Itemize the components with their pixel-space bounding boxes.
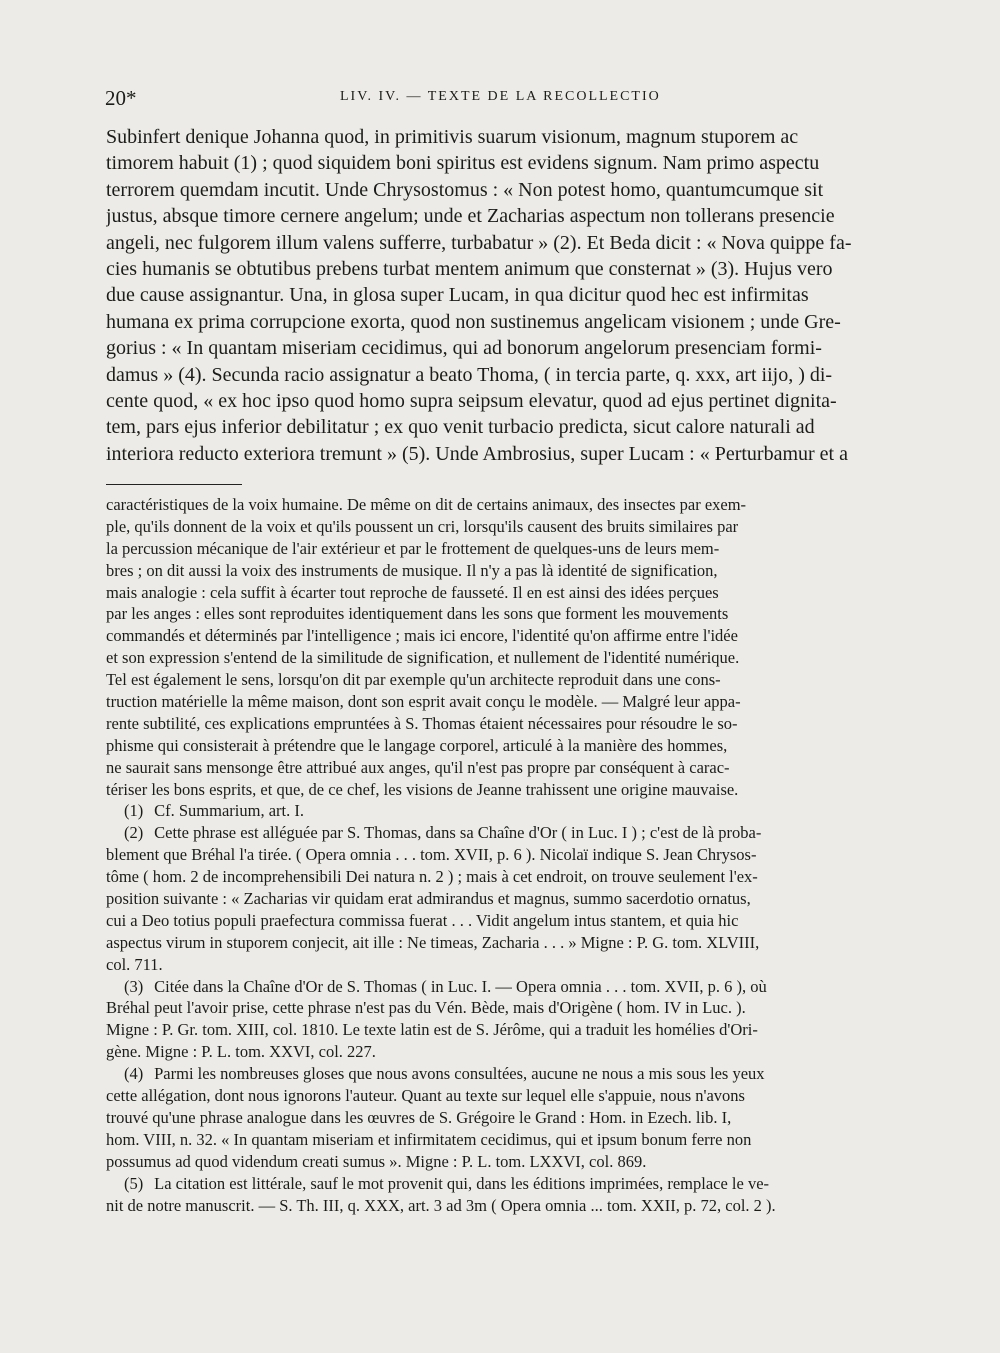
main-text-line: cies humanis se obtutibus prebens turbat mentem animum que consternat » (3). Hujus vero [106, 257, 833, 280]
footnote-line: cui a Deo totius populi praefectura commissa fuerat . . . Vidit angelum intus stantem, et quia hic [106, 910, 739, 930]
footnote-line: Migne : P. Gr. tom. XIII, col. 1810. Le texte latin est de S. Jérôme, qui a traduit les homélies d'Ori- [106, 1020, 758, 1040]
main-text-line: cente quod, « ex hoc ipso quod homo supra seipsum elevatur, quod ad ejus pertinet dignita- [106, 389, 837, 412]
main-text-line: terrorem quemdam incutit. Unde Chrysostomus : « Non potest homo, quantumcumque sit [106, 178, 824, 201]
footnote-number: (4) [124, 1064, 144, 1084]
footnote-line: Citée dans la Chaîne d'Or de S. Thomas ( in Luc. I. — Opera omnia . . . tom. XVII, p. 6 ), où [154, 976, 767, 996]
footnote-line: blement que Bréhal l'a tirée. ( Opera omnia . . . tom. XVII, p. 6 ). Nicolaï indique S. Jean Chrysos- [106, 845, 757, 865]
footnotes [106, 494, 936, 1216]
footnote-number: (3) [124, 976, 144, 996]
footnote-line: aspectus virum in stuporem conjecit, ait ille : Ne timeas, Zacharia . . . » Migne : P. G. tom. XLVIII, [106, 932, 760, 952]
footnote-line: cette allégation, dont nous ignorons l'auteur. Quant au texte sur lequel elle s'appuie, nous n'avons [106, 1086, 745, 1106]
footnote-line: la percussion mécanique de l'air extérieur et par le frottement de quelques-uns de leurs mem- [106, 538, 720, 558]
main-text-line: tem, pars ejus inferior debilitatur ; ex quo venit turbacio predicta, sicut calore naturali ad [106, 416, 815, 439]
footnote-line: mais analogie : cela suffit à écarter tout reproche de fausseté. Il en est ainsi des idées perçues [106, 582, 719, 602]
main-text-line: interiora reducto exteriora tremunt » (5). Unde Ambrosius, super Lucam : « Perturbamur et a [106, 442, 848, 465]
footnote-number: (1) [124, 801, 144, 821]
footnote-line: trouvé qu'une phrase analogue dans les œuvres de S. Grégoire le Grand : Hom. in Ezech. lib. I, [106, 1107, 732, 1127]
footnote-line: La citation est littérale, sauf le mot provenit qui, dans les éditions imprimées, remplace le ve- [154, 1173, 770, 1193]
page-header [0, 86, 1000, 116]
main-text-line: timorem habuit (1) ; quod siquidem boni spiritus est evidens signum. Nam primo aspectu [106, 152, 820, 175]
footnote-line: ple, qu'ils donnent de la voix et qu'ils poussent un cri, lorsqu'ils causent des bruits similaires par [106, 516, 739, 536]
footnote-line: col. 711. [106, 954, 163, 974]
footnote-line: gène. Migne : P. L. tom. XXVI, col. 227. [106, 1042, 376, 1062]
footnote-line: Parmi les nombreuses gloses que nous avons consultées, aucune ne nous a mis sous les yeux [154, 1064, 765, 1084]
footnote-line: position suivante : « Zacharias vir quidam erat admirandus et magnus, summo sacerdotio ornatus, [106, 889, 751, 909]
footnote-1 [106, 800, 936, 822]
main-text-line: damus » (4). Secunda racio assignatur a beato Thoma, ( in tercia parte, q. xxx, art iijo, ) di- [106, 363, 833, 386]
footnote-line: ne saurait sans mensonge être attribué aux anges, qu'il n'est pas propre par conséquent à carac- [106, 757, 730, 777]
footnote-line: phisme qui consisterait à prétendre que le langage corporel, articulé à la manière des hommes, [106, 735, 728, 755]
running-head: LIV. IV. — TEXTE DE LA RECOLLECTIO [340, 89, 661, 104]
footnote-5 [106, 1173, 936, 1217]
footnote-line: commandés et déterminés par l'intelligence ; mais ici encore, l'identité qu'on affirme entre l'idée [106, 626, 738, 646]
page-number: 20* [105, 86, 137, 110]
main-text-line: gorius : « In quantam miseriam cecidimus, qui ad bonorum angelorum presenciam formi- [106, 337, 822, 360]
footnote-line: Tel est également le sens, lorsqu'on dit par exemple qu'un architecte reproduit dans une cons- [106, 670, 721, 690]
footnote-line: nit de notre manuscrit. — S. Th. III, q. XXX, art. 3 ad 3m ( Opera omnia ... tom. XXII, p. 72, col. 2 ). [106, 1195, 776, 1215]
footnote-number: (5) [124, 1173, 144, 1193]
footnote-4 [106, 1063, 936, 1172]
footnote-line: tôme ( hom. 2 de incomprehensibili Dei natura n. 2 ) ; mais à cet endroit, on trouve seulement l'ex- [106, 867, 758, 887]
main-text-line: humana ex prima corrupcione exorta, quod non sustinemus angelicam visionem ; unde Gre- [106, 310, 841, 333]
footnote-line: truction matérielle la même maison, dont son esprit avait conçu le modèle. — Malgré leur appa- [106, 692, 741, 712]
footnote-line: Cette phrase est alléguée par S. Thomas, dans sa Chaîne d'Or ( in Luc. I ) ; c'est de là proba- [154, 823, 762, 843]
footnote-3 [106, 976, 936, 1064]
footnote-line: caractéristiques de la voix humaine. De même on dit de certains animaux, des insectes par exem- [106, 495, 747, 514]
footnote-continuation [106, 494, 936, 800]
footnote-2 [106, 822, 936, 975]
main-text-line: justus, absque timore cernere angelum; unde et Zacharias aspectum non tollerans presencie [106, 205, 835, 228]
footnote-line: hom. VIII, n. 32. « In quantam miseriam et infirmitatem cecidimus, qui et ipsum bonum ferre non [106, 1129, 752, 1149]
footnote-separator [106, 484, 242, 485]
main-text-line: Subinfert denique Johanna quod, in primitivis suarum visionum, magnum stuporem ac [106, 126, 799, 148]
footnote-line: Bréhal peut l'avoir prise, cette phrase n'est pas du Vén. Bède, mais d'Origène ( hom. IV in Luc. ). [106, 998, 746, 1018]
footnote-line: bres ; on dit aussi la voix des instruments de musique. Il n'y a pas là identité de signification, [106, 560, 718, 580]
footnote-line: et son expression s'entend de la similitude de signification, et nullement de l'identité numérique. [106, 648, 740, 668]
main-text-line: due cause assignantur. Una, in glosa super Lucam, in qua dicitur quod hec est infirmitas [106, 284, 809, 307]
footnote-line: tériser les bons esprits, et que, de ce chef, les visions de Jeanne trahissent une origine mauvaise. [106, 779, 739, 799]
footnote-line: possumus ad quod videndum creati sumus ». Migne : P. L. tom. LXXVI, col. 869. [106, 1151, 647, 1171]
footnote-line: Cf. Summarium, art. I. [154, 801, 304, 821]
main-text-line: angeli, nec fulgorem illum valens sufferre, turbabatur » (2). Et Beda dicit : « Nova quippe fa- [106, 231, 852, 254]
main-text [106, 124, 936, 467]
footnote-line: rente subtilité, ces explications empruntées à S. Thomas étaient nécessaires pour résoudre le so- [106, 713, 738, 733]
footnote-number: (2) [124, 823, 144, 843]
footnote-line: par les anges : elles sont reproduites identiquement dans les sons que forment les mouvements [106, 604, 729, 624]
